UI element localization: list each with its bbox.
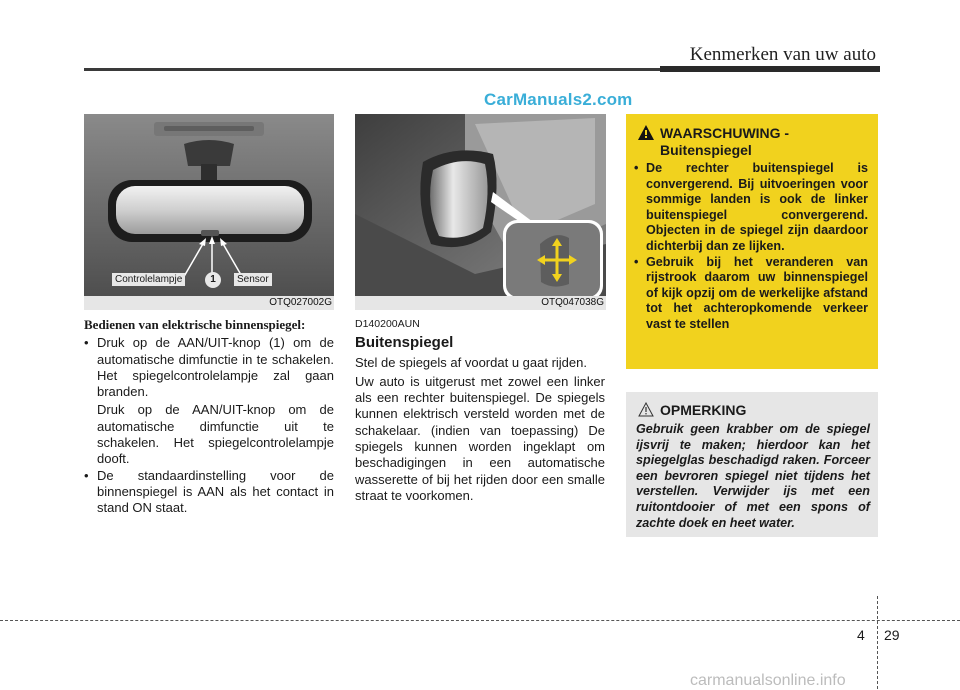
warning-list (634, 161, 868, 333)
interior-mirror-figure (84, 114, 334, 310)
footer-rule (0, 620, 960, 621)
running-header-title: Kenmerken van uw auto (689, 44, 876, 65)
list-item: • De rechter buitenspiegel is convergerend. Bij uitvoeringen voor sommige landen is ook de linker buitenspiegel convergerend. Objecten in de spiegel zijn daardoor dichterbij dan ze lijken. (634, 161, 868, 255)
header-rule-accent (660, 66, 880, 72)
paragraph: Stel de spiegels af voordat u gaat rijden. (355, 354, 587, 370)
exterior-mirror-illustration (355, 114, 606, 310)
section-heading: Buitenspiegel (355, 334, 454, 352)
footer-divider (877, 596, 878, 689)
label-controlelampje: Controlelampje (112, 273, 185, 286)
warning-triangle-icon (638, 125, 654, 145)
section-code: D140200AUN (355, 318, 420, 330)
bullet-continuation: Druk op de AAN/UIT-knop om de automatische dimfunctie uit te schakelen. Het spiegelcontrolelampje dooft. (97, 402, 334, 467)
note-title: OPMERKING (660, 402, 747, 418)
warning-subtitle: Buitenspiegel (660, 142, 752, 158)
bullet-text: De standaardinstelling voor de binnenspiegel is AAN als het contact in stand ON staat. (97, 467, 334, 516)
note-box (626, 392, 878, 537)
figure-code: OTQ047038G (541, 297, 604, 308)
page-number: 29 (884, 627, 900, 643)
paragraph: Uw auto is uitgerust met zowel een linker als een rechter buitenspiegel. De spiegels kunnen elektrisch versteld worden met de schakelaar. (indien van toepassing) De spiegels kunnen worden ingeklapt om beschadigingen in een automatische wasserette of bij het rijden door een smalle straat te voorkomen. (355, 373, 605, 503)
caution-triangle-icon (638, 402, 654, 422)
middle-column (355, 316, 605, 504)
instruction-list (84, 335, 334, 516)
list-item (84, 468, 334, 517)
bullet-text: Druk op de AAN/UIT-knop (1) om de automatische dimfunctie in te schakelen. Het spiegelcontrolelampje zal gaan branden. (97, 335, 334, 400)
list-item (84, 335, 334, 467)
watermark-link[interactable]: CarManuals2.com (484, 90, 633, 109)
figure-code: OTQ027002G (269, 297, 332, 308)
left-column (84, 317, 334, 517)
note-body: Gebruik geen krabber om de spiegel ijsvrij te maken; hierdoor kan het spiegelglas beschadigd raken. Forceer een bevroren spiegel niet tijdens het verstellen. Verwijder ijs met een ruitontdooier of met een spons of zachte doek en heet water. (636, 422, 870, 530)
exterior-mirror-figure (355, 114, 606, 310)
list-item: • Gebruik bij het veranderen van rijstrook daarom uw binnenspiegel of kijk opzij om de werkelijke afstand tot het achteropkomende verkeer vast te stellen (634, 255, 868, 333)
callout-number-1: 1 (205, 272, 221, 288)
warning-title: WAARSCHUWING - (660, 125, 790, 141)
warning-box (626, 114, 878, 369)
site-watermark: carmanualsonline.info (690, 672, 846, 689)
chapter-number: 4 (857, 627, 865, 643)
subheading: Bedienen van elektrische binnenspiegel: (84, 317, 306, 332)
label-sensor: Sensor (234, 273, 272, 286)
